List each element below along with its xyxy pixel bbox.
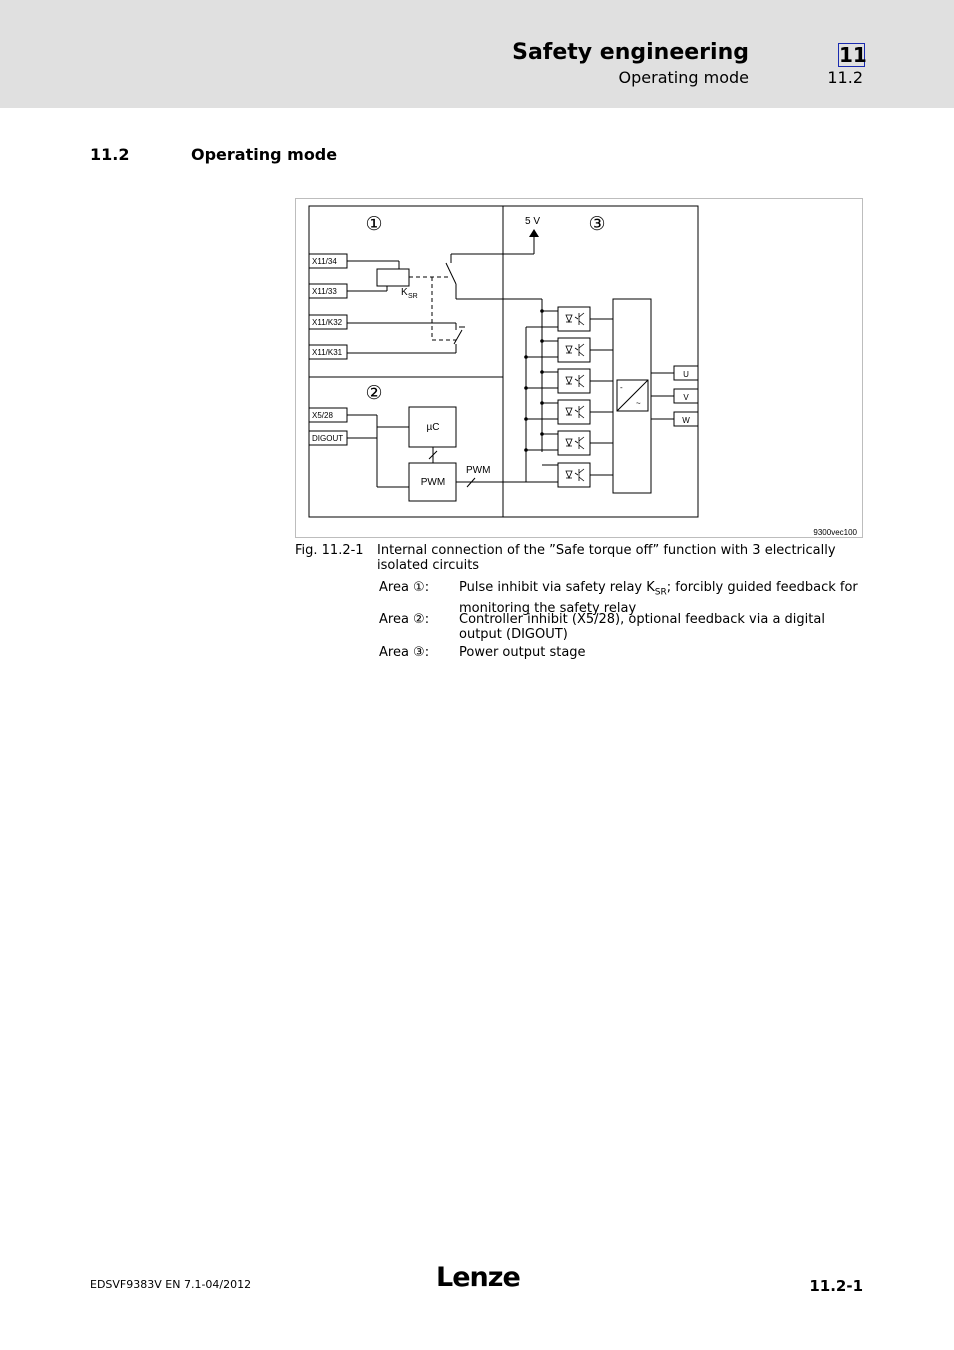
section-heading-number: 11.2 bbox=[90, 145, 130, 164]
section-subtitle: Operating mode bbox=[618, 68, 749, 87]
area-1-marker: ① bbox=[365, 214, 383, 235]
terminal-label: DIGOUT bbox=[312, 434, 344, 443]
area-3-marker: ③ bbox=[588, 214, 606, 235]
inverter-dc-symbol: - bbox=[620, 383, 623, 392]
figure-frame bbox=[295, 198, 863, 538]
relay-label-subscript: SR bbox=[408, 293, 418, 300]
optocoupler bbox=[558, 431, 590, 455]
relay-label: K bbox=[401, 287, 408, 298]
area-legend-label: Area ②: bbox=[379, 612, 430, 627]
pwm-block-label: PWM bbox=[420, 477, 446, 488]
output-label-v: V bbox=[683, 393, 689, 402]
area-legend-text: Power output stage bbox=[459, 645, 586, 660]
chapter-title: Safety engineering bbox=[512, 40, 749, 65]
section-number: 11.2 bbox=[827, 68, 863, 87]
area-legend-label: Area ③: bbox=[379, 645, 430, 660]
terminal-label: X11/33 bbox=[312, 287, 337, 296]
output-label-u: U bbox=[683, 370, 689, 379]
output-label-w: W bbox=[682, 416, 690, 425]
area-2-marker: ② bbox=[365, 383, 383, 404]
footer-page-number: 11.2-1 bbox=[809, 1277, 863, 1295]
terminal-label: X11/K32 bbox=[312, 318, 343, 327]
area-legend-text: Controller inhibit (X5/28), optional feedback via a digital output (DIGOUT) bbox=[459, 612, 825, 642]
supply-voltage-label: 5 V bbox=[525, 216, 541, 227]
terminal-label: X11/K31 bbox=[312, 348, 343, 357]
optocoupler bbox=[558, 463, 590, 487]
figure-image-id: 9300vec100 bbox=[813, 528, 857, 537]
section-heading-title: Operating mode bbox=[191, 145, 338, 164]
inverter-ac-symbol: ~ bbox=[636, 399, 641, 408]
area-legend-label: Area ①: bbox=[379, 580, 430, 595]
footer-document-id: EDSVF9383V EN 7.1-04/2012 bbox=[90, 1278, 252, 1291]
optocoupler bbox=[558, 338, 590, 362]
chapter-number-link[interactable]: 11 bbox=[839, 43, 867, 67]
optocoupler bbox=[558, 400, 590, 424]
relay-coil bbox=[377, 269, 409, 286]
circuit-diagram bbox=[296, 199, 864, 539]
terminal-label: X11/34 bbox=[312, 257, 337, 266]
area-legend-text: Pulse inhibit via safety relay $K_{SR}$; forcibly guided feedback for monitoring the safety relay bbox=[459, 580, 858, 616]
figure-caption-number: Fig. 11.2-1 bbox=[295, 543, 364, 558]
figure-caption-text: Internal connection of the ”Safe torque off” function with 3 electrically isolated circuits bbox=[377, 543, 836, 573]
header-band bbox=[0, 0, 954, 108]
microcontroller-label: µC bbox=[426, 422, 440, 433]
optocoupler bbox=[558, 369, 590, 393]
terminal-label: X5/28 bbox=[312, 411, 333, 420]
supply-arrow-icon bbox=[529, 229, 539, 237]
lenze-logo: Lenze bbox=[436, 1262, 520, 1293]
optocoupler bbox=[558, 307, 590, 331]
pwm-signal-label: PWM bbox=[466, 465, 491, 476]
